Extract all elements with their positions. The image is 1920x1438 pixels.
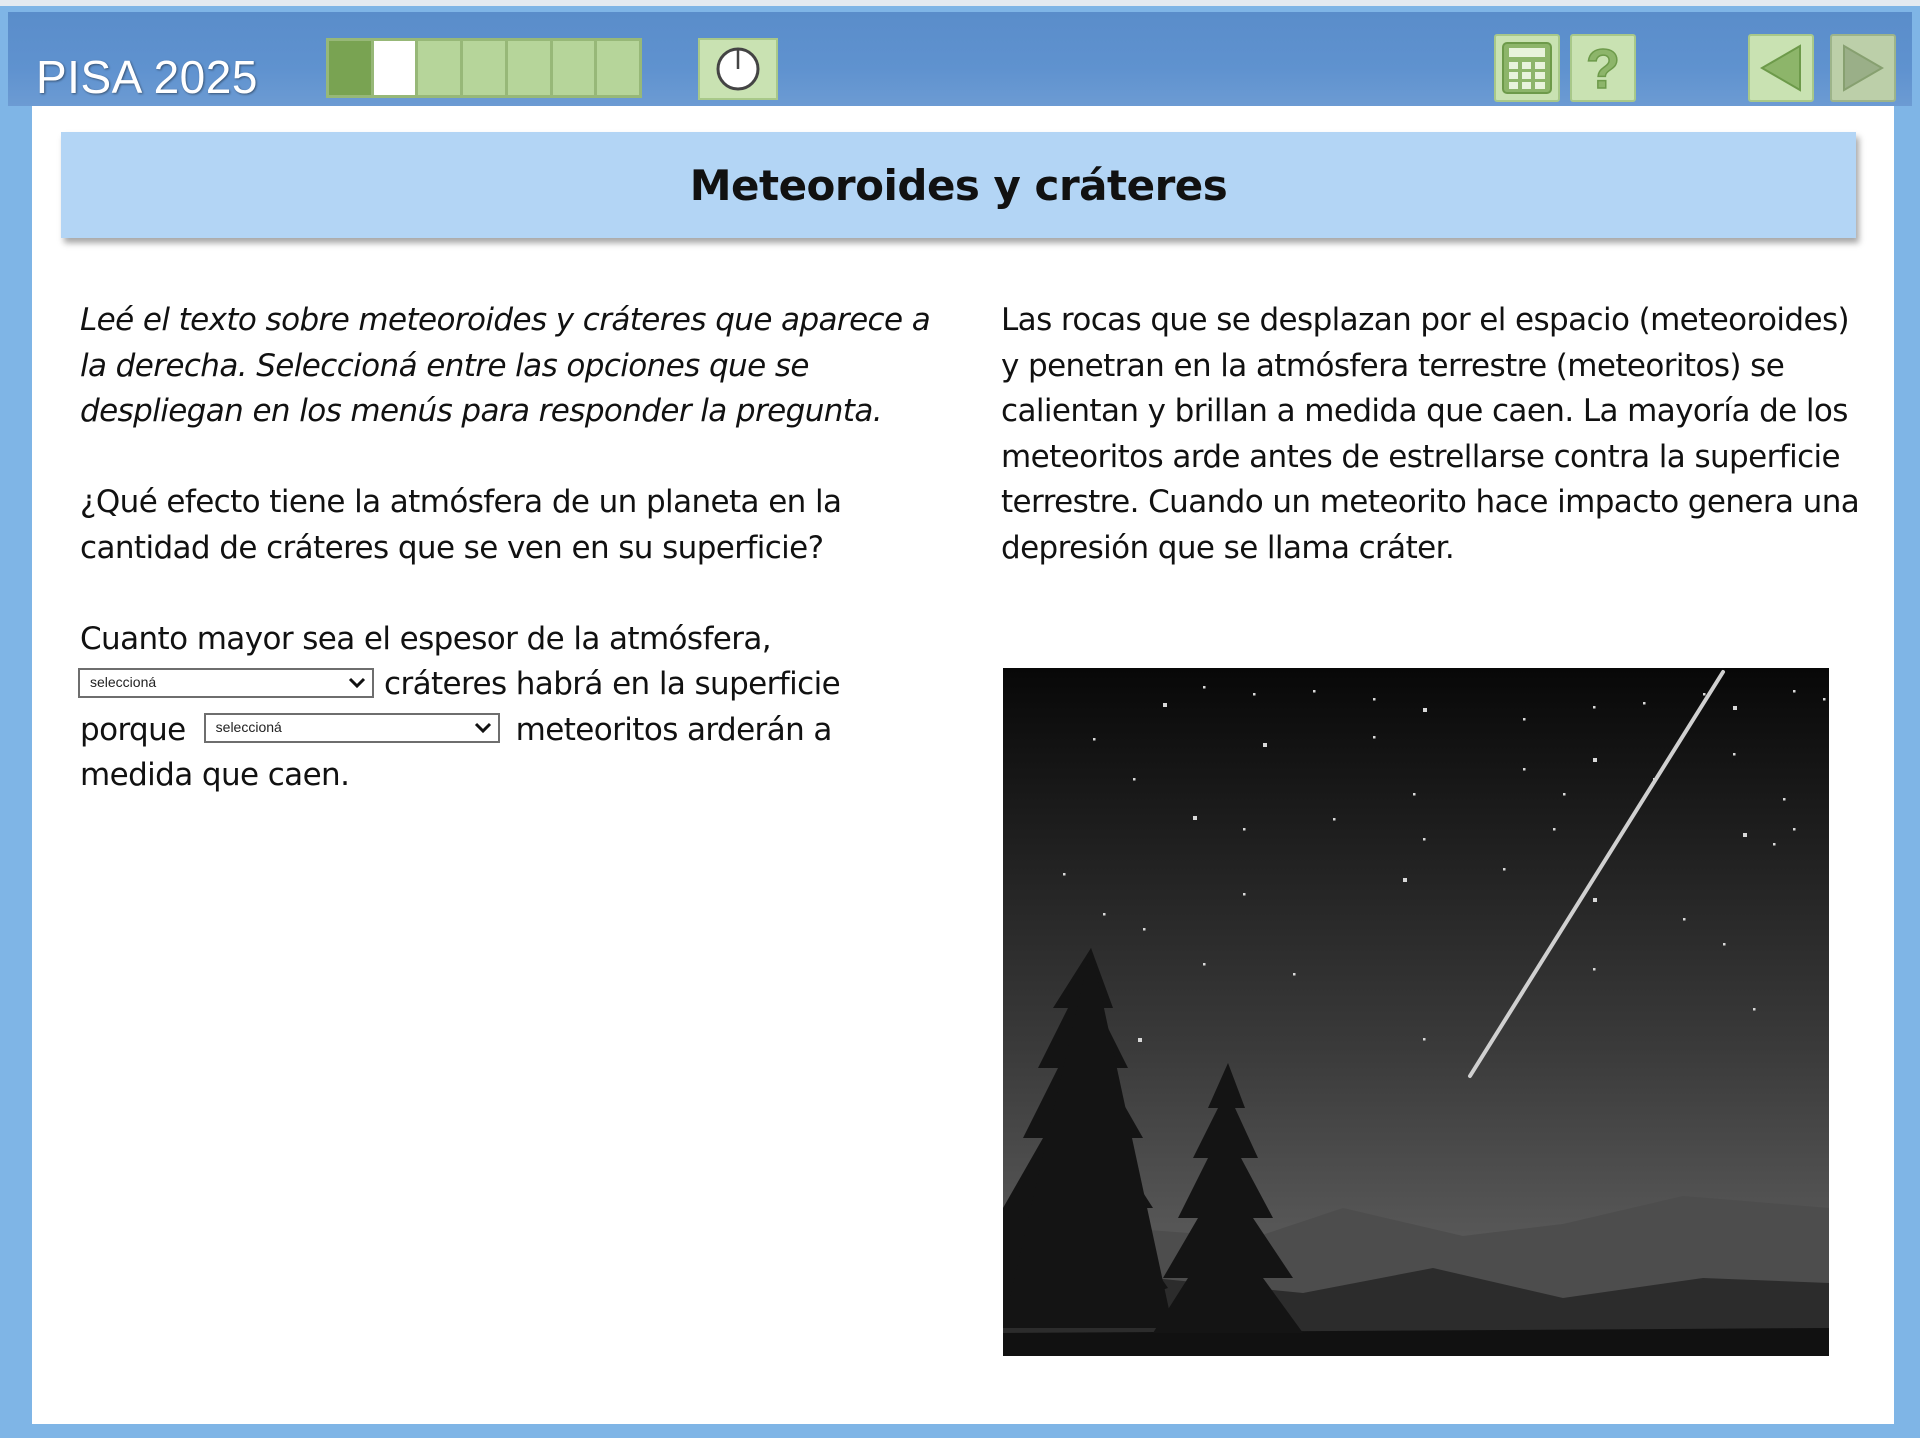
chevron-down-icon: [348, 677, 366, 689]
answer-part-2a: cráteres habrá en la superficie: [384, 666, 841, 702]
progress-segment: [553, 41, 598, 95]
progress-segment: [463, 41, 508, 95]
dropdown-2-value: seleccioná: [215, 719, 282, 736]
passage-panel: [1001, 298, 1861, 571]
question-panel: [80, 298, 940, 799]
instructions-text: Leé el texto sobre meteoroides y cráteres que aparece a la derecha. Seleccioná entre las opciones que se despliegan en los menús para responder la pregunta.: [80, 302, 931, 429]
chevron-down-icon: [474, 722, 492, 734]
app-title: PISA 2025: [36, 51, 258, 103]
progress-segment: [418, 41, 463, 95]
passage-text: Las rocas que se desplazan por el espacio (meteoroides) y penetran en la atmósfera terrestre (meteoritos) se calientan y brillan a medida que caen. La mayoría de los meteoritos arde antes de estrellarse contra la superficie terrestre. Cuando un meteorito hace impacto genera una depresión que se llama cráter.: [1001, 302, 1860, 566]
dropdown-2[interactable]: [204, 713, 500, 743]
dropdown-1-value: seleccioná: [90, 673, 157, 690]
timer-icon[interactable]: [698, 38, 778, 100]
top-toolbar: [8, 12, 1912, 106]
answer-part-2b: porque: [80, 711, 186, 748]
answer-part-3: meteoritos arderán a medida que caen.: [80, 711, 832, 793]
back-arrow-icon[interactable]: [1748, 34, 1814, 102]
next-arrow-icon[interactable]: [1830, 34, 1896, 102]
page-title: Meteoroides y cráteres: [689, 160, 1228, 210]
title-banner: [61, 132, 1856, 238]
progress-bar: [326, 38, 642, 98]
help-icon[interactable]: [1570, 34, 1636, 102]
progress-segment: [508, 41, 553, 95]
progress-segment: [329, 41, 374, 95]
svg-text:?: ?: [1585, 40, 1621, 96]
progress-segment: [597, 41, 639, 95]
meteor-night-sky-image: [1003, 668, 1829, 1356]
question-text: ¿Qué efecto tiene la atmósfera de un planeta en la cantidad de cráteres que se ven en su superficie?: [80, 484, 842, 566]
answer-part-1: Cuanto mayor sea el espesor de la atmósfera,: [80, 620, 772, 657]
calculator-icon[interactable]: [1494, 34, 1560, 102]
answer-sentence: [80, 617, 940, 799]
dropdown-1[interactable]: [78, 668, 374, 698]
progress-segment: [374, 41, 419, 95]
